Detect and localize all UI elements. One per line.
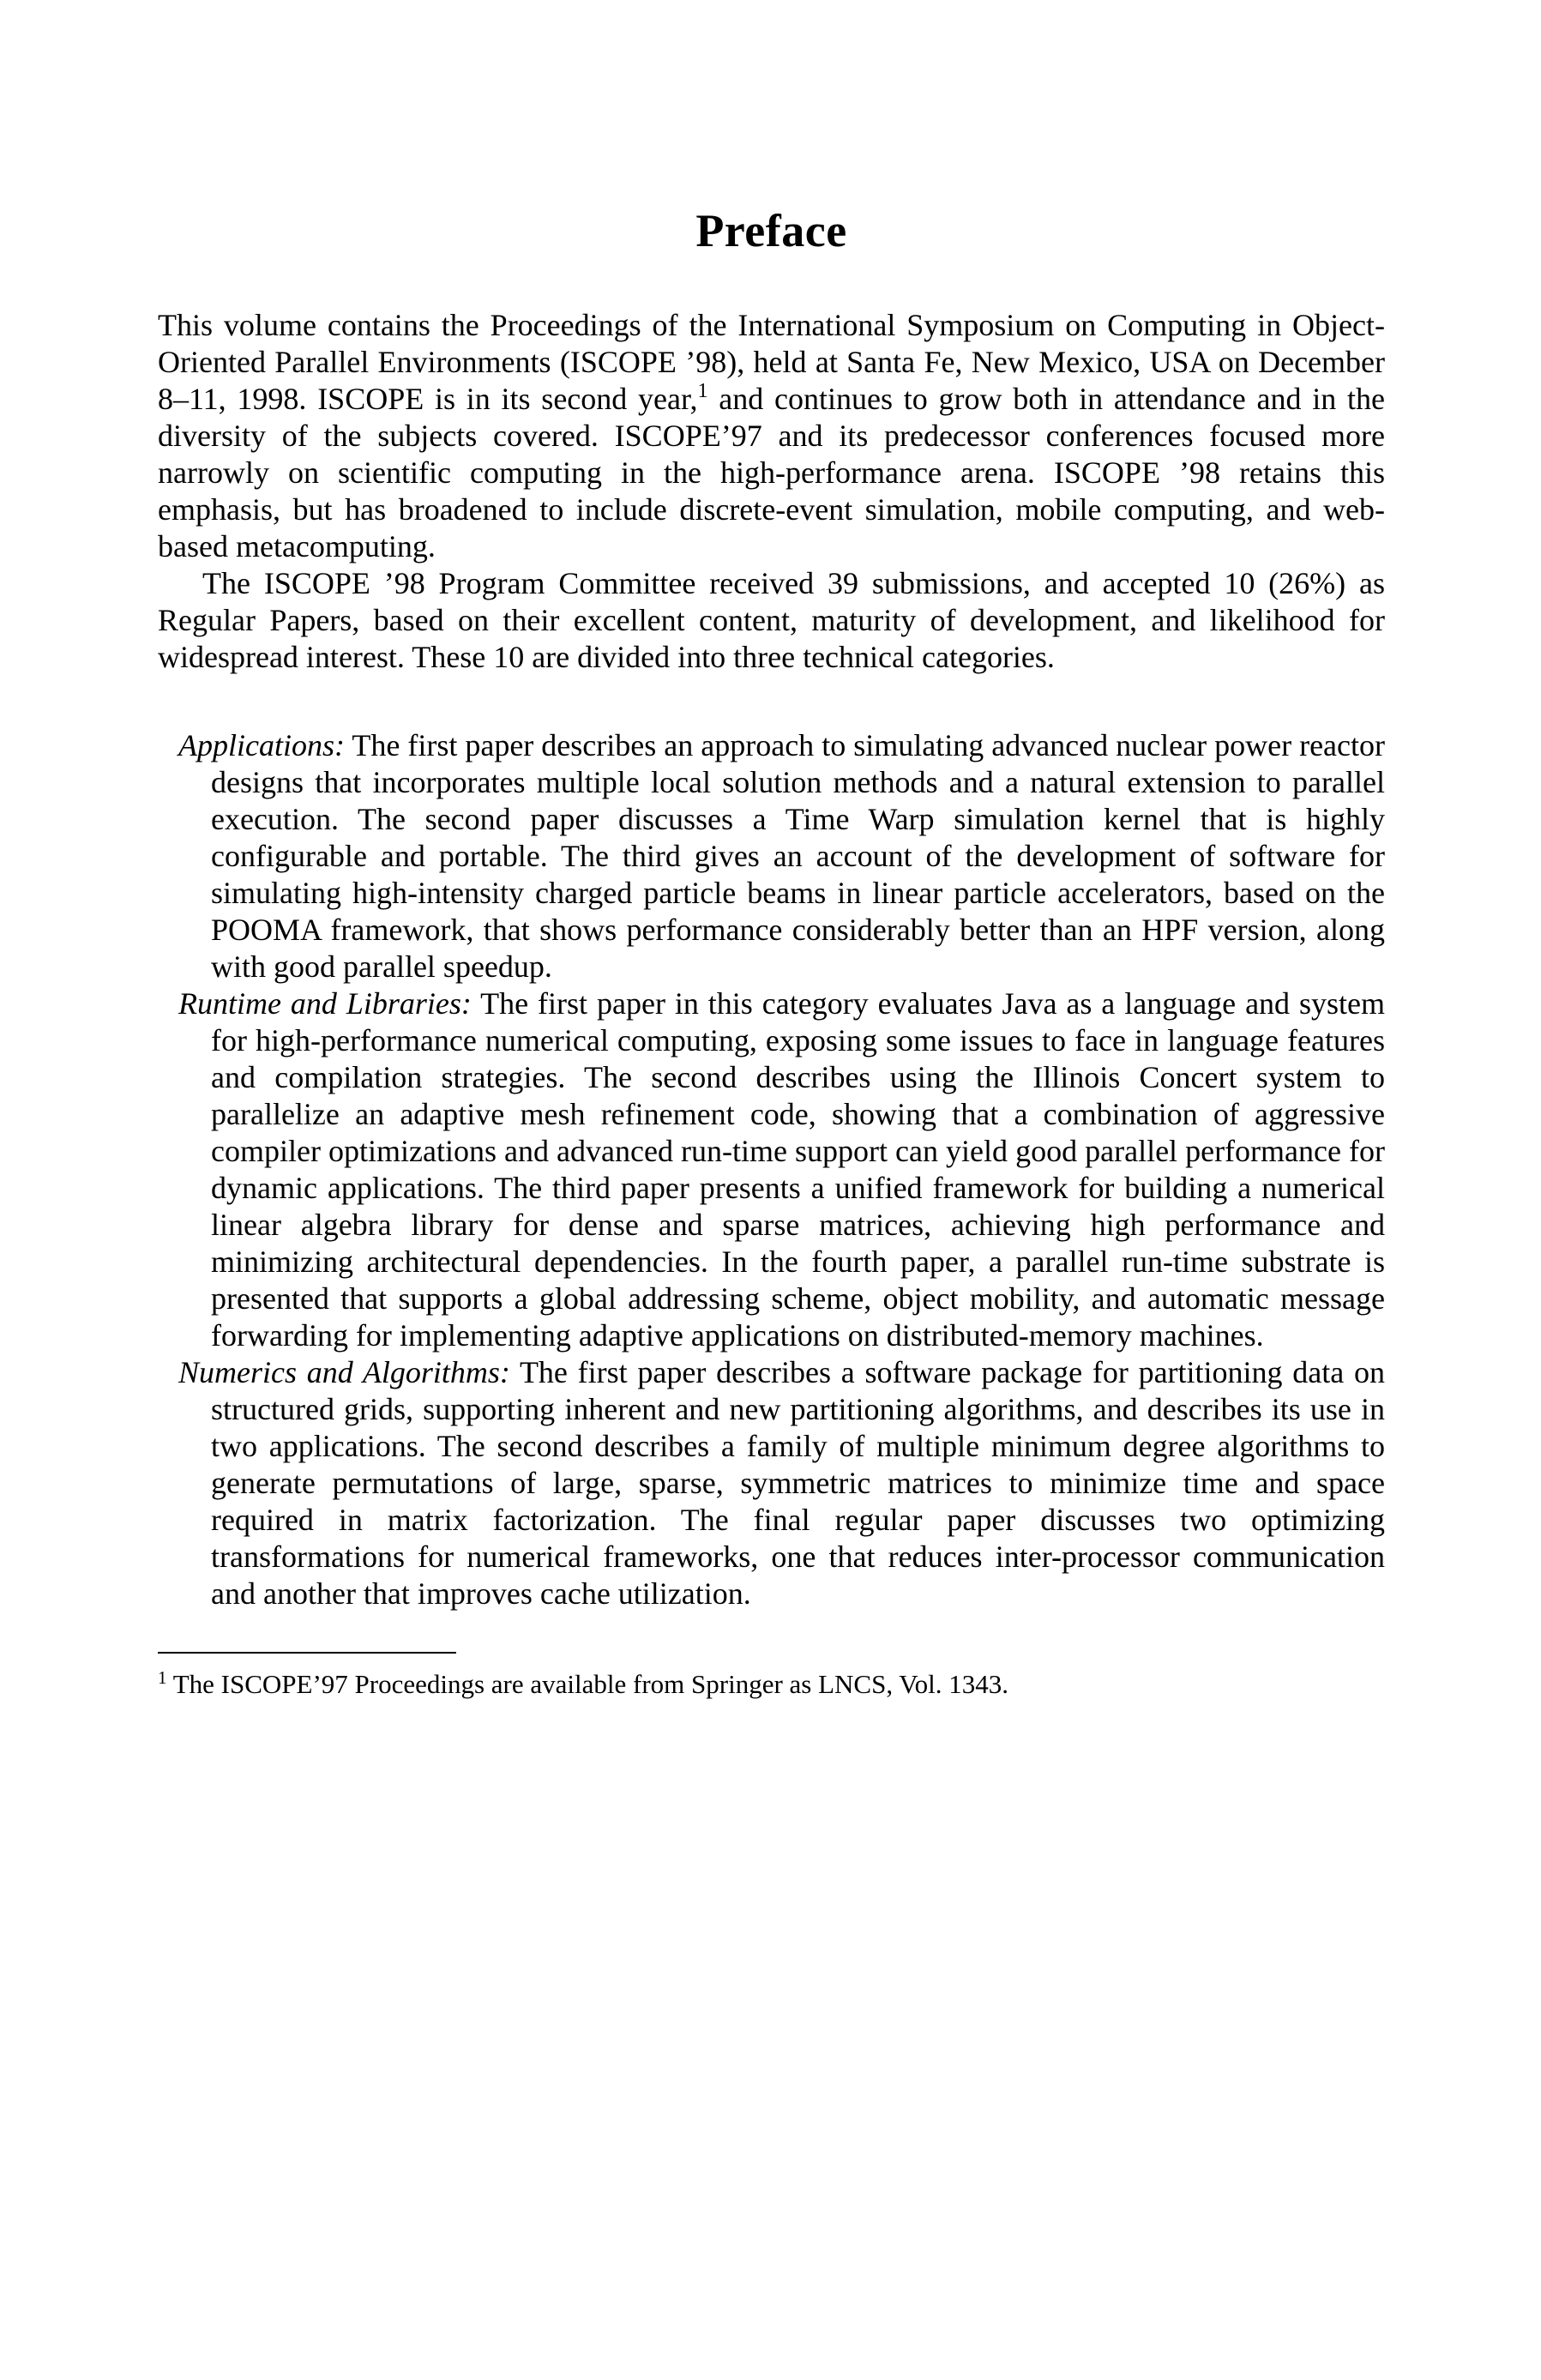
category-text: The first paper describes an approach to simulating advanced nuclear power reactor designs that incorporates multiple local solution methods and a natural extension to parallel execution. The second paper discusses a Time Warp simulation kernel that is highly configurable and portable. The third gives an account of the development of software for simulating high-intensity charged particle beams in linear particle accelerators, based on the POOMA framework, that shows performance considerably better than an HPF version, along with good parallel speedup. <box>211 728 1385 984</box>
footnote-reference: 1 <box>697 380 708 402</box>
category-item-runtime-and-libraries <box>158 985 1385 1354</box>
text-column <box>158 204 1385 1702</box>
footnote-rule <box>158 1652 456 1654</box>
footnote <box>158 1652 1385 1702</box>
category-text: The first paper in this category evaluates Java as a language and system for high-performance numerical computing, exposing some issues to face in language features and compilation strategies. The second describes using the Illinois Concert system to parallelize an adaptive mesh refinement code, showing that a combination of aggressive compiler optimizations and advanced run-time support can yield good parallel performance for dynamic applications. The third paper presents a unified framework for building a numerical linear algebra library for dense and sparse matrices, achieving high performance and minimizing architectural dependencies. In the fourth paper, a parallel run-time substrate is presented that supports a global addressing scheme, object mobility, and automatic message forwarding for implementing adaptive applications on distributed-memory machines. <box>211 986 1385 1353</box>
committee-paragraph: The ISCOPE ’98 Program Committee received 39 submissions, and accepted 10 (26%) as Regular Papers, based on their excellent content, maturity of development, and likelihood for widespread interest. These 10 are divided into three technical categories. <box>158 566 1385 674</box>
footnote-marker: 1 <box>158 1667 167 1688</box>
category-list <box>158 727 1385 1612</box>
category-label: Runtime and Libraries: <box>178 986 472 1021</box>
category-item-applications <box>158 727 1385 985</box>
intro-text-after: and continues to grow both in attendance and in the diversity of the subjects covered. ISCOPE’97 and its predecessor conferences focused more narrowly on scientific computing in the high-performance arena. ISCOPE ’98 retains this emphasis, but has broadened to include discrete-event simulation, mobile computing, and web-based metacomputing. <box>158 382 1385 563</box>
category-label: Applications: <box>178 728 345 762</box>
footnote-text-line <box>158 1667 1385 1702</box>
footnote-text: The ISCOPE’97 Proceedings are available from Springer as LNCS, Vol. 1343. <box>172 1669 1009 1699</box>
category-text: The first paper describes a software package for partitioning data on structured grids, supporting inherent and new partitioning algorithms, and describes its use in two applications. The second describes a family of multiple minimum degree algorithms to generate permutations of large, sparse, symmetric matrices to minimize time and space required in matrix factorization. The final regular paper discusses two optimizing transformations for numerical frameworks, one that reduces inter-processor communication and another that improves cache utilization. <box>211 1355 1386 1611</box>
category-item-numerics-and-algorithms <box>158 1354 1385 1612</box>
intro-text-before: This volume contains the Proceedings of the International Symposium on Computing in Object-Oriented Parallel Environments (ISCOPE ’98), held at Santa Fe, New Mexico, USA on December 8–11, 1998. ISCOPE is in its second year, <box>158 308 1385 416</box>
page-title: Preface <box>695 205 847 256</box>
category-label: Numerics and Algorithms: <box>178 1355 510 1389</box>
intro-paragraph <box>158 307 1385 565</box>
